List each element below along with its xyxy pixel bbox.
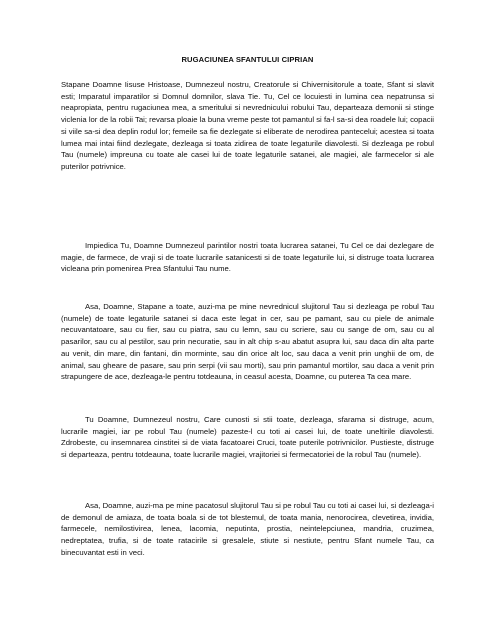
paragraph: Impiedica Tu, Doamne Dumnezeul parintilor nostri toata lucrarea satanei, Tu Cel ce dai dezlegare de magie, de farmece, de vraji si de toate lucrarile satanicesti si de toate legaturile lui, si distruge toata lucrarea vicleana prin pomenirea Prea Sfantului Tau nume. bbox=[61, 241, 434, 274]
paragraph: Tu Doamne, Dumnezeul nostru, Care cunosti si stii toate, dezleaga, sfarama si distruge, acum, lucrarile magiei, iar pe robul Tau (numele) pazeste-l cu toti ai casei lui, de toate uneltirile diavolesti. Zdrobeste, cu insemnarea cinstitei si de viata facatoarei Cruci, toate puterile potrivnicilor. Pustieste, distruge si departeaza, pentru totdeauna, toate lucrarile magiei, vrajitoriei si fermecatoriei de la robul Tau (numele). bbox=[61, 415, 434, 460]
document-title: RUGACIUNEA SFANTULUI CIPRIAN bbox=[181, 55, 314, 64]
paragraph: Asa, Doamne, auzi-ma pe mine pacatosul slujitorul Tau si pe robul Tau cu toti ai casei lui, si dezleaga-i de demonul de amiaza, de toata boala si de tot blestemul, de toata mania, nenorocirea, clevetirea, invidia, farmecele, nemilostivirea, lenea, lacomia, neputinta, prostia, neintelepciunea, mandria, cruzimea, nedreptatea, trufia, si de toate ratacirile si gresalele, stiute si nestiute, pentru Sfant numele Tau, ca binecuvantat esti in veci. bbox=[61, 501, 434, 557]
paragraph: Stapane Doamne Iisuse Hristoase, Dumnezeul nostru, Creatorule si Chivernisitorule a toate, Sfant si slavit esti; Imparatul imparatilor si Domnul domnilor, slava Tie. Tu, Cel ce locuiesti in lumina cea nepatrunsa si neapropiata, pentru rugaciunea mea, a smeritului si nevrednicului robului Tau, departeaza demonii si stinge viclenia lor de la robii Tai; revarsa ploaie la buna vreme peste tot pamantul si fa-l sa-si dea roadele lui; copacii si viile sa-si dea deplin rodul lor; femeile sa fie dezlegate si eliberate de nerodirea pantecelui; acestea si toata lumea mai intai fiind dezlegate, dezleaga si toata zidirea de toate legaturile diavolesti. Si dezleaga pe robul Tau (numele) impreuna cu toate ale casei lui de toate legaturile satanei, ale magiei, ale farmecelor si ale puterilor potrivnice. bbox=[61, 80, 434, 171]
document-page bbox=[61, 0, 434, 640]
paragraph: Asa, Doamne, Stapane a toate, auzi-ma pe mine nevrednicul slujitorul Tau si dezleaga pe robul Tau (numele) de toate legaturile satanei si daca este legat in cer, sau pe pamant, sau cu piele de animale necuvantatoare, sau cu fier, sau cu piatra, sau cu lemn, sau cu scriere, sau cu sange de om, sau cu al pasarilor, sau cu al pestilor, sau prin necuratie, sau in alt chip s-au abatut asupra lui, sau daca din alta parte au venit, din mare, din fantani, din morminte, sau din orice alt loc, sau daca a venit prin unghii de om, de animal, sau gheare de pasare, sau prin serpi (vii sau morti), sau prin pamantul mortilor, sau daca a venit prin strapungere de ace, dezleaga-le pentru totdeauna, in ceasul acesta, Doamne, cu puterea Ta cea mare. bbox=[61, 302, 434, 382]
